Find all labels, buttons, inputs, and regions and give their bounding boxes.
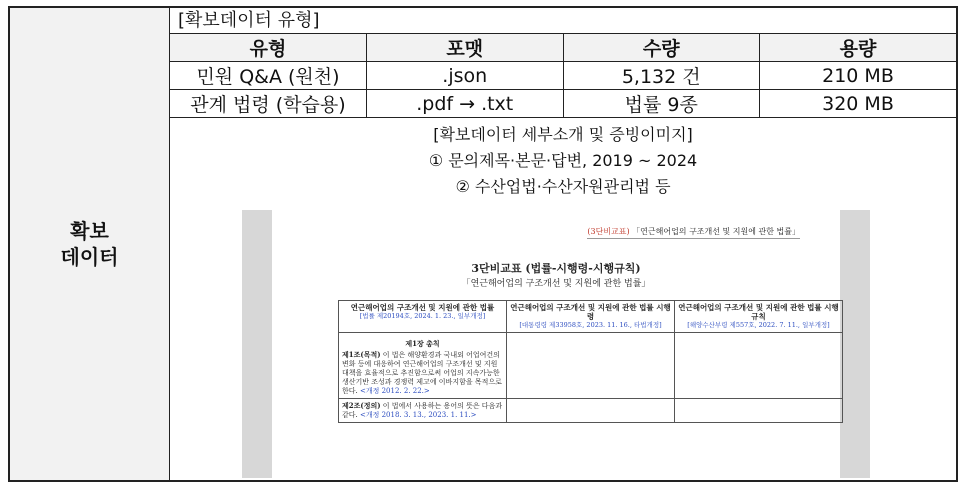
doc-law-body	[339, 399, 507, 423]
doc-article-2	[342, 401, 503, 420]
doc-col-law	[339, 301, 507, 333]
table-header-row	[170, 34, 956, 62]
doc-col-rule-sub: [해양수산부령 제557호, 2022. 7. 11., 일부개정]	[687, 321, 830, 329]
row-header-cell	[10, 8, 170, 480]
header-quantity: 수량	[563, 34, 760, 62]
header-type: 유형	[170, 34, 367, 62]
doc-article-2-body: 이 법에서 사용하는 용어의 뜻은 다음과 같다.	[342, 402, 503, 419]
cell-format: .pdf → .txt	[367, 90, 564, 118]
doc-comparison-table	[338, 300, 843, 423]
table-row	[170, 90, 956, 118]
doc-article-1-amend: <개정 2012. 2. 22.>	[359, 387, 430, 395]
cell-type: 관계 법령 (학습용)	[170, 90, 367, 118]
doc-header-text: 「연근해어업의 구조개선 및 지원에 관한 법률」	[632, 227, 800, 236]
cell-type: 민원 Q&A (원천)	[170, 62, 367, 90]
row-header-label	[61, 218, 119, 270]
doc-article-1-body: 이 법은 해양환경과 국내외 어업여건의 변화 등에 대응하여 연근해어업의 구조개선 및 지원대책을 효율적으로 추진함으로써 어업의 지속가능한 생산기반 조성과 경쟁력 제고에 이바지함을 목적으로 한다.	[342, 351, 502, 395]
doc-header-tag: (3단비교표)	[587, 227, 630, 236]
table-row	[170, 62, 956, 90]
doc-col-rule-title: 연근해어업의 구조개선 및 지원에 관한 법률 시행규칙	[678, 303, 839, 321]
doc-subtitle: 「연근해어업의 구조개선 및 지원에 관한 법률」	[461, 279, 651, 289]
doc-table-header-row	[339, 301, 843, 333]
cell-quantity: 5,132 건	[563, 62, 760, 90]
details-item-2: ② 수산업법·수산자원관리법 등	[455, 177, 671, 196]
doc-article-1-head: 제1조(목적)	[342, 350, 381, 359]
doc-running-header	[587, 226, 800, 239]
cell-size: 210 MB	[760, 62, 957, 90]
cell-format: .json	[367, 62, 564, 90]
doc-col-decree-sub: [대통령령 제33958호, 2023. 11. 16., 타법개정]	[519, 321, 662, 329]
doc-decree-body	[507, 333, 675, 399]
doc-rule-body	[675, 399, 843, 423]
doc-rule-body	[675, 333, 843, 399]
doc-col-law-title: 연근해어업의 구조개선 및 지원에 관한 법률	[350, 303, 495, 312]
doc-decree-body	[507, 399, 675, 423]
header-format: 포맷	[367, 34, 564, 62]
doc-col-law-sub: [법률 제20194호, 2024. 1. 23., 일부개정]	[359, 312, 486, 320]
doc-article-2-amend: <개정 2018. 3. 13., 2023. 1. 11.>	[359, 411, 477, 419]
doc-col-decree-title: 연근해어업의 구조개선 및 지원에 관한 법률 시행령	[510, 303, 671, 321]
doc-article-1	[342, 350, 503, 396]
doc-col-decree	[507, 301, 675, 333]
row-header-line-2: 데이터	[60, 245, 119, 269]
doc-article-2-head: 제2조(정의)	[342, 401, 381, 410]
cell-size: 320 MB	[760, 90, 957, 118]
details-block	[170, 118, 956, 200]
details-title: [확보데이터 세부소개 및 증빙이미지]	[433, 125, 693, 144]
details-item-1: ① 문의제목·본문·답변, 2019 ~ 2024	[428, 151, 698, 170]
law-document-page	[272, 210, 840, 478]
doc-title: 3단비교표 (법률-시행령-시행규칙)	[471, 262, 641, 275]
row-header-line-1: 확보	[70, 219, 109, 243]
data-type-table	[170, 34, 956, 118]
doc-law-body	[339, 333, 507, 399]
content-cell	[170, 8, 956, 480]
doc-chapter: 제1장 총칙	[405, 339, 440, 348]
evidence-image	[242, 210, 870, 478]
doc-table-row	[339, 399, 843, 423]
data-section-frame	[8, 6, 958, 482]
doc-col-rule	[675, 301, 843, 333]
doc-table-row	[339, 333, 843, 399]
section-title: [확보데이터 유형]	[170, 8, 956, 34]
header-size: 용량	[760, 34, 957, 62]
cell-quantity: 법률 9종	[563, 90, 760, 118]
